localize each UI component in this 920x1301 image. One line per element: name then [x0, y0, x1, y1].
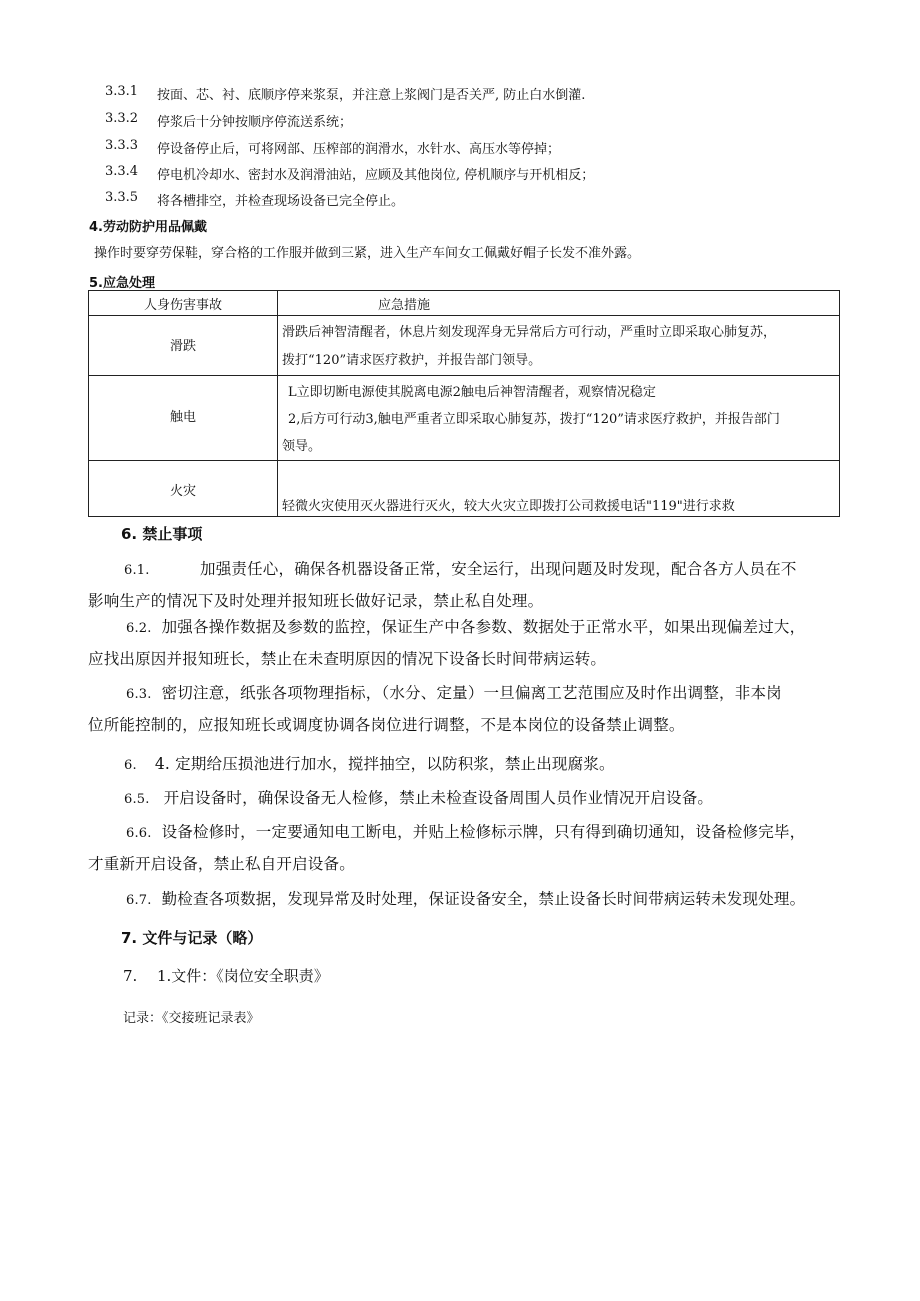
measures-cell: [278, 316, 840, 376]
item-line: 开启设备时，确保设备无人检修，禁止未检查设备周围人员作业情况开启设备。: [163, 789, 714, 807]
column-header-measures: [278, 291, 840, 316]
item-line: 4. 定期给压损池进行加水，搅拌抽空，以防积浆，禁止出现腐浆。: [154, 755, 615, 773]
measures-cell: [278, 461, 840, 517]
item-number: 3.3.2: [105, 111, 139, 126]
list-item-3-3-4: [105, 164, 805, 184]
record-item: 记录：《交接班记录表》: [123, 1011, 260, 1026]
measure-line: 轻微火灾使用灭火器进行灭火，较大火灾立即拨打公司救援电话"119"进行求救: [282, 499, 735, 514]
item-number: 3.3.4: [105, 164, 139, 179]
header-label: 人身伤害事故: [143, 298, 222, 313]
section-heading-prohibitions: 6. 禁止事项: [121, 525, 203, 543]
item-number: 6.5.: [124, 792, 150, 807]
prohibition-item-6-7: [88, 884, 858, 916]
list-item-3-3-2: [105, 111, 805, 131]
list-item-3-3-5: [105, 190, 805, 210]
item-line: 应找出原因并报知班长，禁止在未查明原因的情况下设备长时间带病运转。: [88, 650, 607, 668]
measures-cell: [278, 376, 840, 461]
prohibition-item-6-1: [88, 554, 858, 617]
item-line: 勤检查各项数据，发现异常及时处理，保证设备安全，禁止设备长时间带病运转未发现处理。: [161, 890, 806, 908]
measure-line: 滑跌后神智清醒者，休息片刻发现浑身无异常后方可行动，严重时立即采取心肺复苏，: [282, 325, 777, 340]
item-text: 停浆后十分钟按顺序停流送系统；: [157, 115, 353, 130]
item-text: 按面、芯、衬、底顺序停来浆泵，并注意上浆阀门是否关严, 防止白水倒灌.: [157, 88, 586, 103]
item-line: 密切注意，纸张各项物理指标，（水分、定量）一旦偏离工艺范围应及时作出调整，非本岗: [161, 684, 782, 702]
measure-line: 拨打“120”请求医疗救护，并报告部门领导。: [282, 353, 542, 368]
table-row: [89, 316, 840, 376]
accident-label: 触电: [169, 410, 196, 425]
prohibition-item-6-5: [88, 783, 858, 815]
measures-text: [278, 376, 839, 460]
item-text: 停电机冷却水、密封水及润滑油站，应顾及其他岗位, 停机顺序与开机相反；: [157, 168, 595, 183]
item-line: 位所能控制的，应报知班长或调度协调各岗位进行调整，不是本岗位的设备禁止调整。: [88, 716, 685, 734]
column-header-accident: [89, 291, 278, 316]
item-number: 3.3.5: [105, 190, 139, 205]
item-number: 3.3.1: [105, 84, 139, 99]
accident-label: 火灾: [169, 484, 196, 499]
item-line: 设备检修时，一定要通知电工断电，并贴上检修标示牌，只有得到确切通知，设备检修完毕，: [161, 823, 806, 841]
item-number: 6.1.: [124, 563, 150, 578]
section-heading-ppe: 4.劳动防护用品佩戴: [89, 220, 207, 235]
section-heading-emergency: 5.应急处理: [89, 276, 155, 291]
table-row: [89, 461, 840, 517]
accident-cell: [89, 316, 278, 376]
item-number: 3.3.3: [105, 138, 139, 153]
item-number: 6.3.: [126, 687, 152, 702]
table-row: [89, 376, 840, 461]
item-line: 加强各操作数据及参数的监控，保证生产中各参数、数据处于正常水平，如果出现偏差过大，: [161, 618, 806, 636]
item-text: 停设备停止后，可将网部、压榨部的润滑水，水针水、高压水等停掉；: [157, 142, 561, 157]
header-label: 应急措施: [378, 298, 431, 313]
prohibition-item-6-2: [88, 612, 858, 675]
accident-cell: [89, 461, 278, 517]
item-line: 加强责任心，确保各机器设备正常，安全运行，出现问题及时发现，配合各方人员在不: [200, 560, 797, 578]
document-item: [123, 965, 329, 986]
prohibition-item-6-3: [88, 678, 858, 741]
ppe-text: 操作时要穿劳保鞋，穿合格的工作服并做到三紧，进入生产车间女工佩戴好帽子长发不准外露。: [94, 246, 641, 261]
measures-text: [278, 316, 839, 375]
table-header-row: [89, 291, 840, 316]
item-number: 6.2.: [126, 621, 152, 636]
item-text: 1.文件：《岗位安全职责》: [157, 967, 329, 985]
prohibition-item-6-4: [88, 749, 858, 781]
item-line: 才重新开启设备，禁止私自开启设备。: [88, 855, 355, 873]
list-item-3-3-3: [105, 138, 805, 158]
emergency-table: [88, 290, 840, 517]
accident-cell: [89, 376, 278, 461]
prohibition-item-6-6: [88, 817, 858, 880]
item-number: 6.6.: [126, 826, 152, 841]
item-line: 影响生产的情况下及时处理并报知班长做好记录，禁止私自处理。: [88, 592, 544, 610]
item-number: 6.: [124, 758, 137, 773]
measure-line: 2,后方可行动3,触电严重者立即采取心肺复苏，拨打“120”请求医疗救护，并报告部门: [288, 412, 780, 427]
item-number: 6.7.: [126, 893, 152, 908]
item-text: 将各槽排空，并检查现场设备已完全停止。: [157, 194, 405, 209]
item-number: 7.: [123, 967, 138, 985]
measure-line: 领导。: [282, 439, 322, 454]
measure-line: L立即切断电源使其脱离电源2触电后神智清醒者，观察情况稳定: [288, 385, 656, 400]
section-heading-documents: 7. 文件与记录（略）: [121, 929, 263, 947]
list-item-3-3-1: [105, 84, 805, 104]
accident-label: 滑跌: [169, 339, 196, 354]
